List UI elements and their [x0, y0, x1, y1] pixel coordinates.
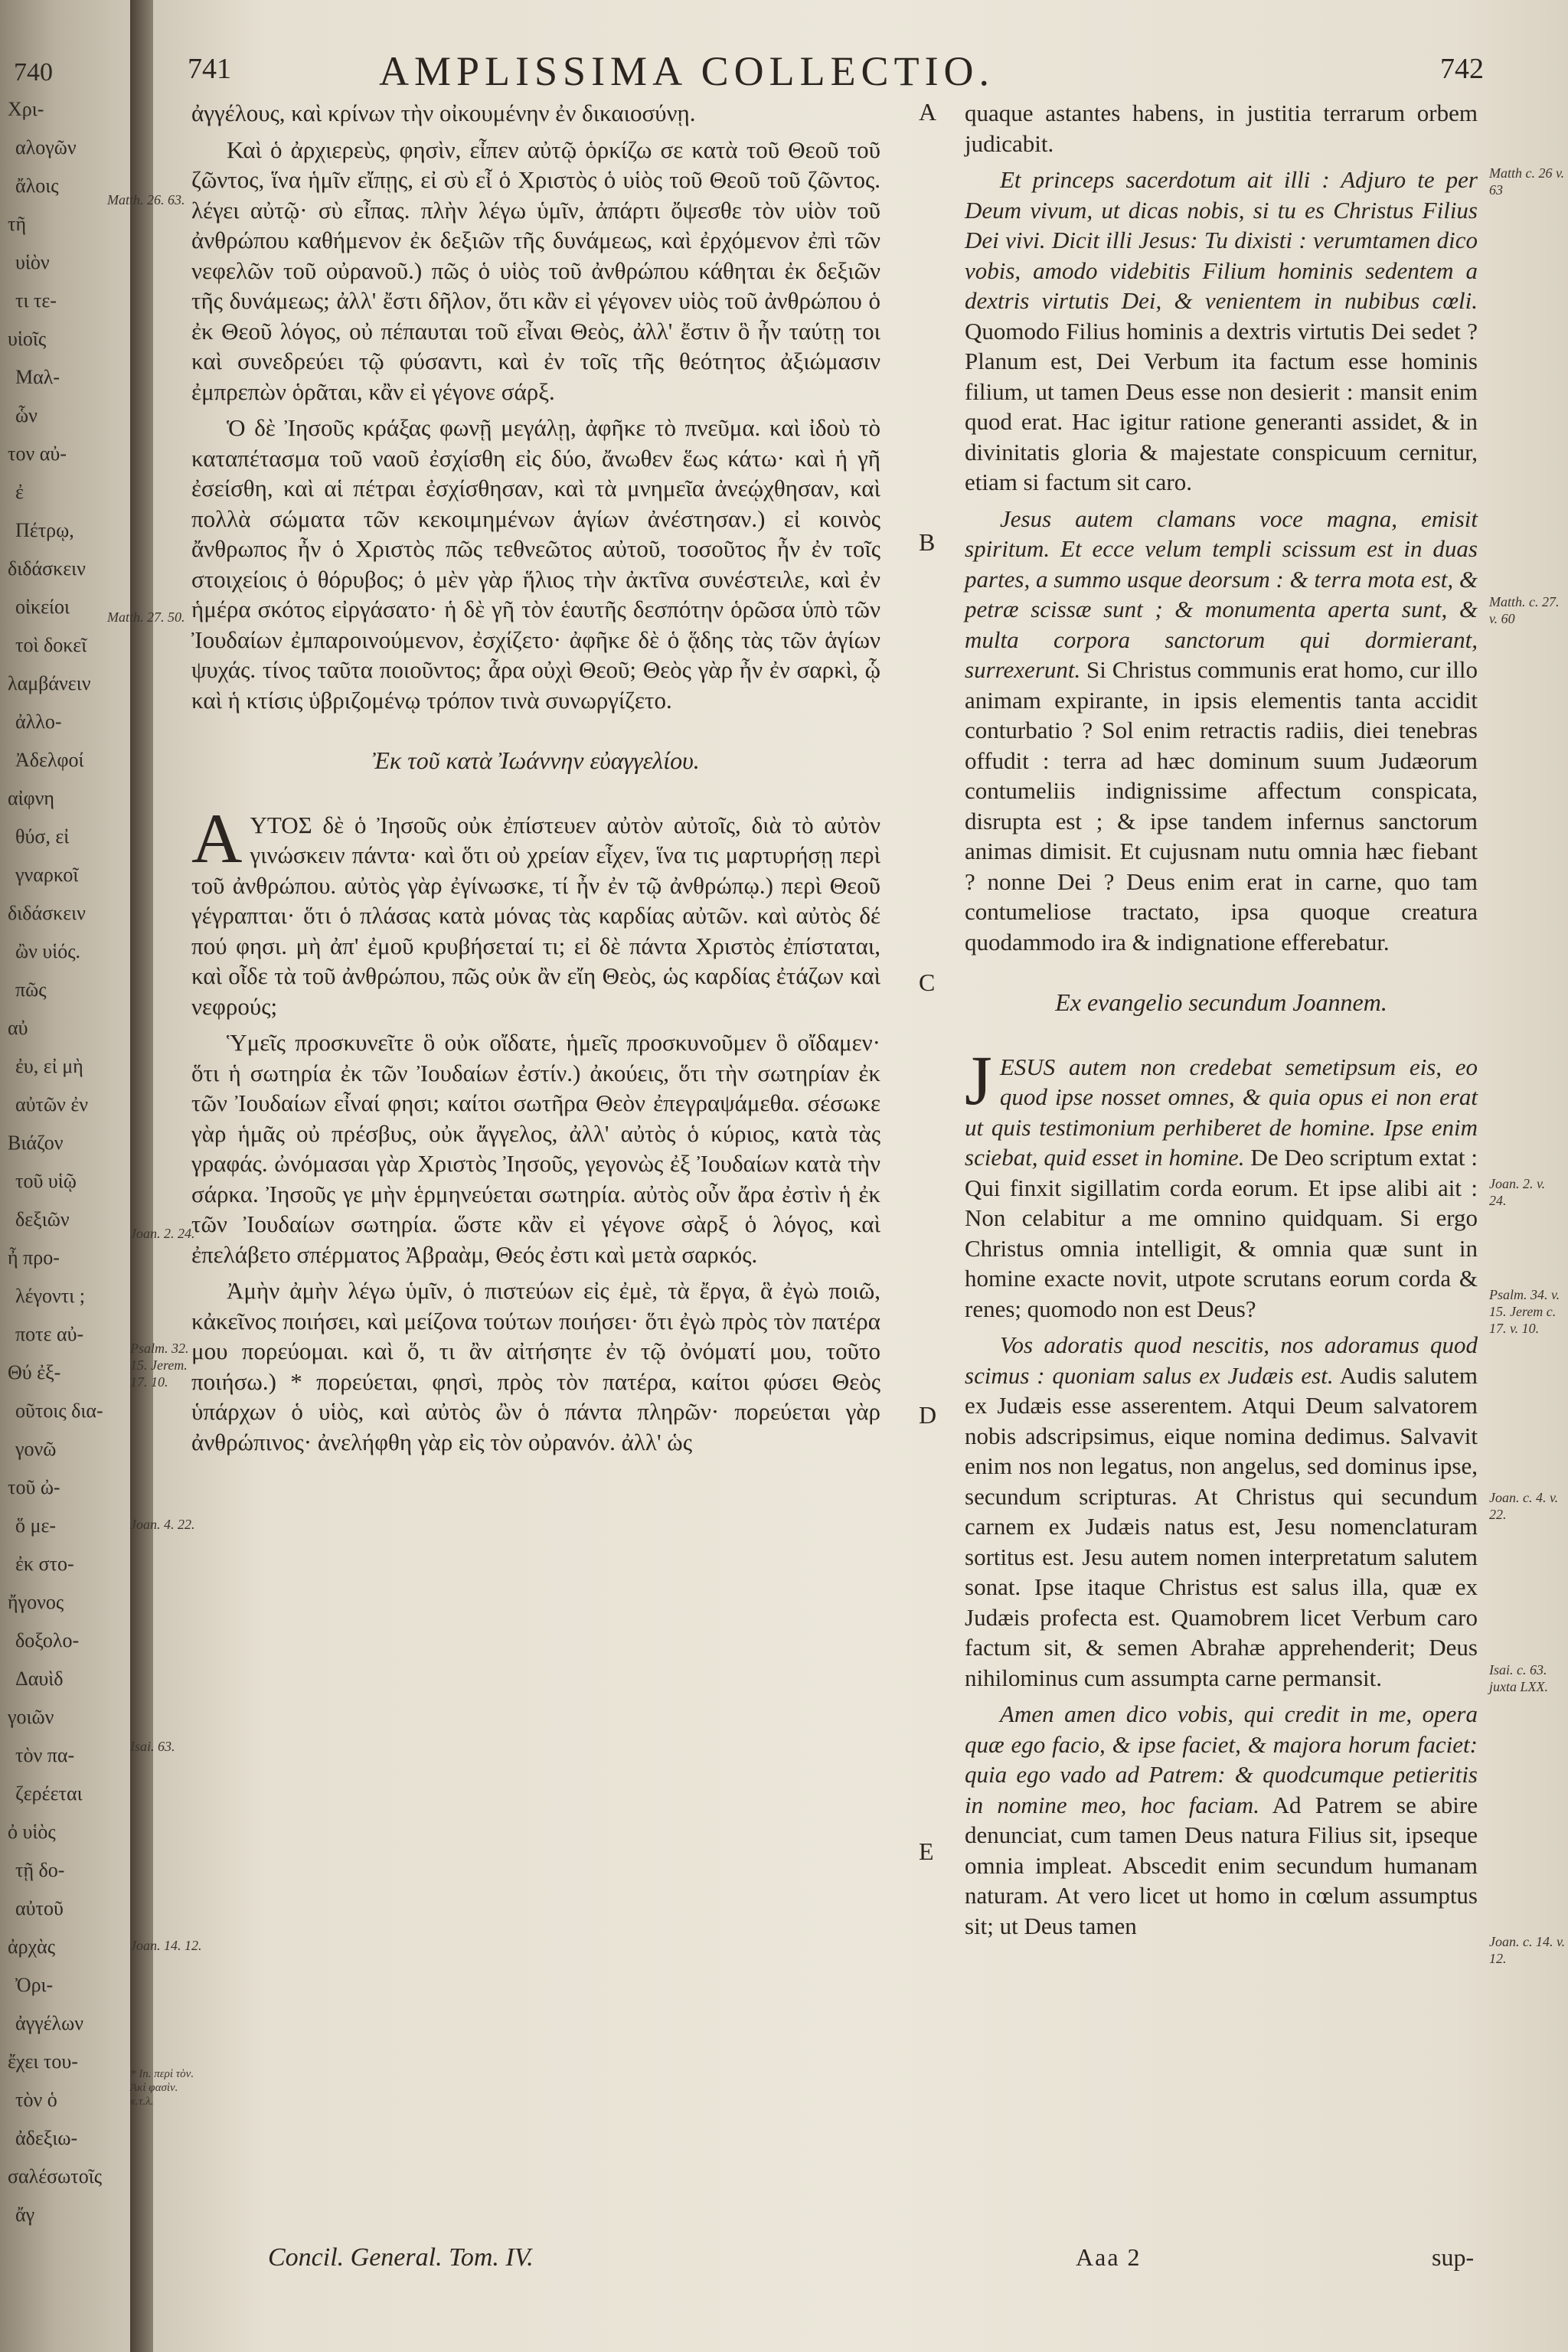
margin-note-right-joan-2: Joan. 2. v. 24. — [1489, 1176, 1546, 1208]
left-page-fragment: τὸν πα- — [15, 1744, 75, 1766]
margin-note-right-psalm: Psalm. 34. v. 15. Jerem c. 17. v. 10. — [1489, 1287, 1560, 1336]
margin-note-right-matth-26: Matth c. 26 v. 63 — [1489, 165, 1565, 198]
running-title: AMPLISSIMA COLLECTIO. — [379, 48, 995, 94]
footer-signature: Aaa 2 — [1076, 2243, 1142, 2271]
section-letter-a: A — [919, 98, 937, 126]
left-page-fragment: ἄλοις — [15, 175, 59, 197]
latin-paragraph: quaque astantes habens, in justitia terrarum orbem judicabit. — [965, 100, 1478, 157]
greek-paragraph: Καὶ ὁ ἀρχιερεὺς, φησὶν, εἶπεν αὐτῷ ὁρκίζω σε κατὰ τοῦ Θεοῦ τοῦ ζῶντος, ἵνα ἡμῖν εἴπῃς, εἰ σὺ εἶ ὁ Χριστὸς ὁ υἱὸς τοῦ Θεοῦ τοῦ ζῶντος. λέγει αὐτῷ· σὺ εἶπας. πλὴν λέγω ὑμῖν, ἀπάρτι ὄψεσθε τὸν υἱὸν τοῦ ἀνθρώπου καθήμενον ἐκ δεξιῶν τῆς δυνάμεως, καὶ ἐρχόμενον ἐπὶ τῶν νεφελῶν τοῦ οὐρανοῦ.) πῶς ὁ υἱὸς τοῦ ἀνθρώπου κάθηται ἐκ δεξιῶν τῆς δυνάμεως; ἀλλ' ἔστι δῆλον, ὅτι κἂν εἰ γέγονεν υἱὸς τοῦ ἀνθρώπου ὁ ἐκ Θεοῦ λόγος, οὐ πέπαυται τοῦ εἶναι Θεὸς, ἀλλ' ἔστιν ὃ ἦν ταύτῃ τοι καὶ συνεδρεύει τῷ φύσαντι, καὶ ἐν τοῖς τῆς θεότητος ἀξιώμασιν ἐμπρεπὼν ὁρᾶται, κἂν εἰ γέγονε σάρξ. — [191, 136, 880, 405]
latin-drop-cap: J — [965, 1040, 992, 1119]
left-page-fragment: αὐτῶν ἐν — [15, 1093, 88, 1116]
greek-paragraph: Ὁ δὲ Ἰησοῦς κράξας φωνῇ μεγάλῃ, ἀφῆκε τὸ πνεῦμα. καὶ ἰδοὺ τὸ καταπέτασμα τοῦ ναοῦ ἐσχίσθη εἰς δύο, ἄνωθεν ἕως κάτω· καὶ ἡ γῆ ἐσείσθη, καὶ αἱ πέτραι ἐσχίσθησαν, καὶ τὰ μνημεῖα ἀνεῴχθησαν, καὶ πολλὰ σώματα τῶν κεκοιμημένων ἁγίων ἀνέστησαν.) εἰ κοινὸς ἄνθρωπος ἦν ὁ Χριστὸς πῶς τεθνεῶτος αὐτοῦ, τοσοῦτος ἦν ἐν τοῖς στοιχείοις ὁ θόρυβος; ὁ μὲν γὰρ ἥλιος τὴν ἀκτῖνα συνέστειλε, καὶ ἐν ἡμέρα σκότος εἰργάσατο· ἡ δὲ γῆ τὸν ἑαυτῆς δεσπότην ὁρῶσα ὑπὸ τῶν Ἰουδαίων ἐμπαροινούμενον, ἐσχίζετο· ἀφῆκε δὲ ὁ ᾅδης τὰς τῶν ἁγίων ψυχάς. τίνος ταῦτα ποιοῦντος; ἆρα οὐχὶ Θεοῦ; Θεὸς γὰρ ἦν ἐν σαρκὶ, ᾧ καὶ ἡ κτίσις ὑβριζομένῳ τρόπον τινὰ συνωργίζετο. — [191, 414, 880, 714]
greek-paragraph: Ἀμὴν ἀμὴν λέγω ὑμῖν, ὁ πιστεύων εἰς ἐμὲ, τὰ ἔργα, ἃ ἐγὼ ποιῶ, κἀκεῖνος ποιήσει, καὶ μείζονα τούτων ποιήσει· ὅτι ἐγὼ πρὸς τὸν πατέρα μου πορεύομαι. καὶ ὅ, τι ἂν αἰτήσητε ἐν τῷ ὀνόματί μου, τοῦτο ποιήσω.) * πορεύεται, φησὶ, πρὸς τὸν πατέρα, καίτοι φύσει Θεὸς ὑπάρχων ὁ υἱὸς, καὶ αὐτὸς ὢν ὁ πάντα πληρῶν· πορεύεται γὰρ ἀνθρώπινος· ἀνελήφθη γὰρ εἰς τὸν οὐρανόν. ἀλλ' ὡς — [191, 1277, 880, 1455]
left-page-fragment: δεξιῶν — [15, 1208, 70, 1230]
margin-note-psalm: Psalm. 32. 15. Jerem. 17. 10. — [130, 1341, 189, 1390]
left-page-fragment: τι τε- — [15, 289, 57, 312]
left-page-fragment: υἱὸν — [15, 251, 50, 273]
left-page-fragment: ἀδεξιω- — [15, 2127, 78, 2149]
left-page-fragment: ὢν υἱός. — [15, 940, 81, 962]
left-page-fragment: θύσ, εἰ — [15, 825, 70, 848]
left-page-fragment: ποτε αὐ- — [15, 1323, 84, 1345]
left-page-fragment: πῶς — [15, 978, 47, 1001]
greek-paragraph: ΥΤΟΣ δὲ ὁ Ἰησοῦς οὐκ ἐπίστευεν αὐτὸν αὐτοῖς, διὰ τὸ αὐτὸν γινώσκειν πάντα· καὶ ὅτι οὐ χρείαν εἶχεν, ἵνα τις μαρτυρήσῃ περὶ τοῦ ἀνθρώπου. αὐτὸς γὰρ ἐγίνωσκε, τί ἦν ἐν τῷ ἀνθρώπῳ.) περὶ Θεοῦ γέγραπται· ὅτι ὁ πλάσας κατὰ μόνας τὰς καρδίας αὐτῶν. καὶ αὐτὸς δέ πού φησι. μὴ ἀπ' ἐμοῦ κρυβήσεταί τι; εἰ δὲ πάντα Χριστὸς ἐπίσταται, καὶ οἶδε τὰ τοῦ ἀνθρώπου, πῶς οὐκ ἂν εἴη Θεὸς, ὡς καρδίας ἐτάζων καὶ νεφρούς; — [191, 811, 880, 1020]
left-page-fragment: οῦτοις δια- — [15, 1400, 103, 1422]
left-page-fragment: ὅ με- — [15, 1514, 57, 1537]
left-facing-page — [0, 0, 136, 2352]
greek-drop-cap: Α — [191, 799, 243, 877]
left-page-fragment: ὧν — [15, 404, 38, 426]
left-page-fragment: ἦ προ- — [8, 1246, 60, 1269]
left-page-fragment: αὐτοῦ — [15, 1897, 64, 1919]
left-page-fragment: λαμβάνειν — [8, 672, 91, 694]
greek-paragraph: ἀγγέλους, καὶ κρίνων τὴν οἰκουμένην ἐν δικαιοσύνῃ. — [191, 100, 696, 126]
left-page-fragment: ἐυ, εἰ μὴ — [15, 1055, 83, 1077]
left-page-fragment: αὐ — [8, 1017, 28, 1039]
left-page-fragment: αἰφνη — [8, 787, 54, 809]
section-letter-b: B — [919, 528, 936, 556]
latin-section-heading: Ex evangelio secundum Joannem. — [1055, 988, 1387, 1016]
margin-note-right-joan-14: Joan. c. 14. v. 12. — [1489, 1934, 1566, 1966]
latin-column — [965, 98, 1478, 1947]
left-page-fragment: ἐκ στο- — [15, 1553, 74, 1575]
right-page — [107, 0, 1568, 2352]
margin-note-right-matth-27: Matth. c. 27. v. 60 — [1489, 594, 1560, 626]
left-page-fragment: αλογῶν — [15, 136, 77, 158]
margin-note-joan-2: Joan. 2. 24. — [130, 1226, 195, 1241]
left-page-fragment: γονῶ — [15, 1438, 57, 1460]
left-page-fragment: Βιάζον — [8, 1132, 64, 1154]
margin-note-isai: Isai. 63. — [130, 1739, 175, 1754]
page-header — [153, 47, 1568, 93]
left-page-fragment: Πέτρῳ, — [15, 519, 74, 541]
footer-catchword: sup- — [1432, 2243, 1475, 2271]
left-page-fragment: γναρκοῖ — [15, 864, 79, 886]
left-page-fragment: ὀ υἱὸς — [8, 1821, 56, 1843]
margin-note-joan-4: Joan. 4. 22. — [130, 1517, 195, 1532]
latin-scripture-quote: Et princeps sacerdotum ait illi : Adjuro te per Deum vivum, ut dicas nobis, si tu es Christus Filius Dei vivi. Dicit illi Jesus: Tu dixisti : verumtamen dico vobis, amodo videbitis Filium hominis sedentem a dextris virtutis Dei, & venientem in nubibus cœli. — [965, 166, 1478, 314]
left-page-fragment: ἤγονος — [8, 1591, 64, 1613]
latin-scripture-quote: Amen amen dico vobis, qui credit in me, opera quæ ego facio, & ipse faciet, & majora horum faciet: quia ego vado ad Patrem: & quodcumque petieritis in nomine meo, hoc faciam. — [965, 1700, 1478, 1818]
footer-volume: Concil. General. Tom. IV. — [268, 2243, 534, 2272]
margin-note-right-isai: Isai. c. 63. juxta LXX. — [1489, 1662, 1548, 1694]
section-letter-e: E — [919, 1838, 934, 1865]
page-number-left: 741 — [188, 53, 231, 85]
left-page-fragment: τῆ — [8, 213, 27, 235]
left-page-fragment: Χρι- — [8, 98, 44, 120]
latin-scripture-quote: Vos adoratis quod nescitis, nos adoramus quod scimus : quoniam salus ex Judæis est. — [965, 1331, 1478, 1389]
left-page-fragment: τὸν ὁ — [15, 2089, 57, 2111]
left-page-fragment: λέγοντι ; — [15, 1285, 85, 1307]
latin-scripture-quote: Jesus autem clamans voce magna, emisit spiritum. Et ecce velum templi scissum est in duas partes, a summo usque deorsum : & terra mota est, & petræ scissæ sunt ; & monumenta aperta sunt, & multa corpora sanctorum qui dormierant, surrexerunt. — [965, 505, 1478, 683]
left-page-fragment: υἱοῖς — [8, 328, 47, 350]
left-page-fragment: Ἀδελφοί — [15, 749, 84, 771]
left-page-number: 740 — [14, 58, 53, 87]
left-page-fragment: τοῦ υἱῷ — [15, 1170, 77, 1192]
page-number-right: 742 — [1440, 53, 1484, 85]
left-page-fragment: διδάσκειν — [8, 902, 86, 924]
left-page-fragment: ἐ — [15, 481, 24, 503]
section-letter-d: D — [919, 1401, 937, 1429]
left-page-fragment: ἀγγέλων — [15, 2012, 83, 2034]
left-page-fragment: ἀλλο- — [15, 710, 62, 733]
latin-commentary: Audis salutem ex Judæis esse asserentem. Atqui Deum salvatorem nobis adscripsimus, eique nomina dedimus. Salvavit enim nos non legatus, non angelus, sed dominus ipse, secundum scripturas. At Christus qui secundum carnem ex Judæis natus est, Jesu nomenclaturam sortitus est. Jesu autem nomen interpretatum salutem sonat. Ipse itaque Christus est salus illa, quæ ex Judæis profecta est. Quamobrem licet Verbum caro factum sit, & semen Abrahæ apprehenderit; Deus nihilominus cum assumpta carne permansit. — [965, 1361, 1478, 1691]
left-page-fragment: Ὀρι- — [15, 1974, 54, 1996]
left-page-fragment: οἰκείοι — [15, 596, 70, 618]
left-page-fragment: γοιῶν — [8, 1706, 54, 1728]
left-page-fragment: τοὶ δοκεῖ — [15, 634, 87, 656]
left-page-fragment: Δαυὶδ — [15, 1668, 64, 1690]
latin-commentary: Quomodo Filius hominis a dextris virtutis Dei sedet ? Planum est, Dei Verbum ita factum esse hominis filium, ut tamen Deus esse non desierit : mansit enim quod erat. Hac igitur ratione generanti assidet, & in divinitatis gloria & majestate conspicuum cernitur, etiam si factum sit caro. — [965, 317, 1478, 495]
left-page-fragment: Μαλ- — [15, 366, 60, 388]
left-page-fragment: τῇ δο- — [15, 1859, 65, 1881]
left-page-fragment: ἔχει του- — [8, 2050, 78, 2073]
greek-column — [191, 98, 880, 1463]
margin-note-right-joan-4: Joan. c. 4. v. 22. — [1489, 1490, 1559, 1522]
margin-note-joan-14: Joan. 14. 12. — [130, 1938, 202, 1953]
left-page-fragment: ἄγ — [15, 2203, 35, 2226]
greek-paragraph: Ὑμεῖς προσκυνεῖτε ὃ οὐκ οἴδατε, ἡμεῖς προσκυνοῦμεν ὃ οἴδαμεν· ὅτι ἡ σωτηρία ἐκ τῶν Ἰουδαίων ἐστίν.) ἀκούεις, ὅτι τὴν σωτηρίαν ἐκ τῶν Ἰουδαίων εἶναί φησι; καίτοι σωτῆρα Θεὸν ἐπεγραψάμεθα. σέσωκε γὰρ ἡμᾶς οὐ πρέσβυς, οὐκ ἄγγελος, ἀλλ' αὐτὸς ὁ κύριος, κατὰ τὰς γραφάς. ὠνόμασαι γὰρ Χριστὸς Ἰησοῦς, γεγονὼς ἐξ Ἰουδαίων κατὰ τὴν σάρκα. Ἰησοῦς γε μὴν ἑρμηνεύεται σωτηρία. αὐτὸς οὖν ἄρα ἐστὶν ἡ ἐκ τῶν Ἰουδαίων σωτηρία. ὥστε κἂν εἰ γέγονε σὰρξ ὁ λόγος, καὶ ἐπελάβετο σπέρματος Ἀβραὰμ, Θεός ἐστι καὶ μετὰ σαρκός. — [191, 1029, 880, 1268]
margin-note-matth-27: Matth. 27. 50. — [107, 609, 185, 625]
latin-scripture-quote: ESUS autem non credebat semetipsum eis, eo quod ipse nosset omnes, & quia opus ei non erat ut quis testimonium perhiberet de homine. Ipse enim sciebat, quid esset in homine. — [965, 1053, 1478, 1171]
latin-commentary: Si Christus communis erat homo, cur illo animam expirante, in ipsis elementis tanta accidit conturbatio ? Sol enim retractis radiis, diei tenebras offudit : terra ad hæc dominum suum Judæorum contumeliis indignissime affectum conspicata, disrupta est ; & ipse tandem infernus sanctorum animas dimisit. Et cujusnam nutu omnia hæc fiebant ? nonne Dei ? Deus enim erat in carne, quo tam contumeliose tractato, ipsa quoque creatura quodammodo ira & indignatione efferebatur. — [965, 656, 1478, 956]
left-page-fragment: τον αὐ- — [8, 443, 67, 465]
left-page-fragment: Θύ ἐξ- — [8, 1361, 61, 1383]
left-page-fragment: ἀρχὰς — [8, 1936, 56, 1958]
margin-note-matth-26: Matth. 26. 63. — [107, 192, 185, 207]
greek-section-heading: Ἐκ τοῦ κατὰ Ἰωάννην εὐαγγελίου. — [372, 746, 700, 774]
latin-commentary: Ad Patrem se abire denunciat, cum tamen Deus natura Filius sit, ipseque omnia impleat. Abscedit enim secundum humanam naturam. At vero licet ut homo in cœlum assumptus sit; ut Deus tamen — [965, 1791, 1478, 1939]
section-letter-c: C — [919, 969, 936, 996]
margin-note-variant: * In. περὶ τὸν. Ἀκὶ φασὶν. κ.τ.λ. — [130, 2068, 194, 2108]
left-page-fragment: διδάσκειν — [8, 557, 86, 580]
left-page-fragment: σαλέσωτοῖς — [8, 2165, 103, 2187]
left-page-fragment: ζερέεται — [15, 1782, 83, 1805]
latin-commentary: De Deo scriptum extat : Qui finxit sigillatim corda eorum. Et ipse alibi ait : Non celabitur a me omnino quidquam. Si ergo Christus omnia intelligit, & omnia quæ sunt in homine exacte novit, utpote scrutans eorum corda & renes; quomodo non est Deus? — [965, 1144, 1478, 1322]
left-page-fragment: τοῦ ὠ- — [8, 1476, 60, 1498]
left-page-fragment: δοξολο- — [15, 1629, 80, 1651]
